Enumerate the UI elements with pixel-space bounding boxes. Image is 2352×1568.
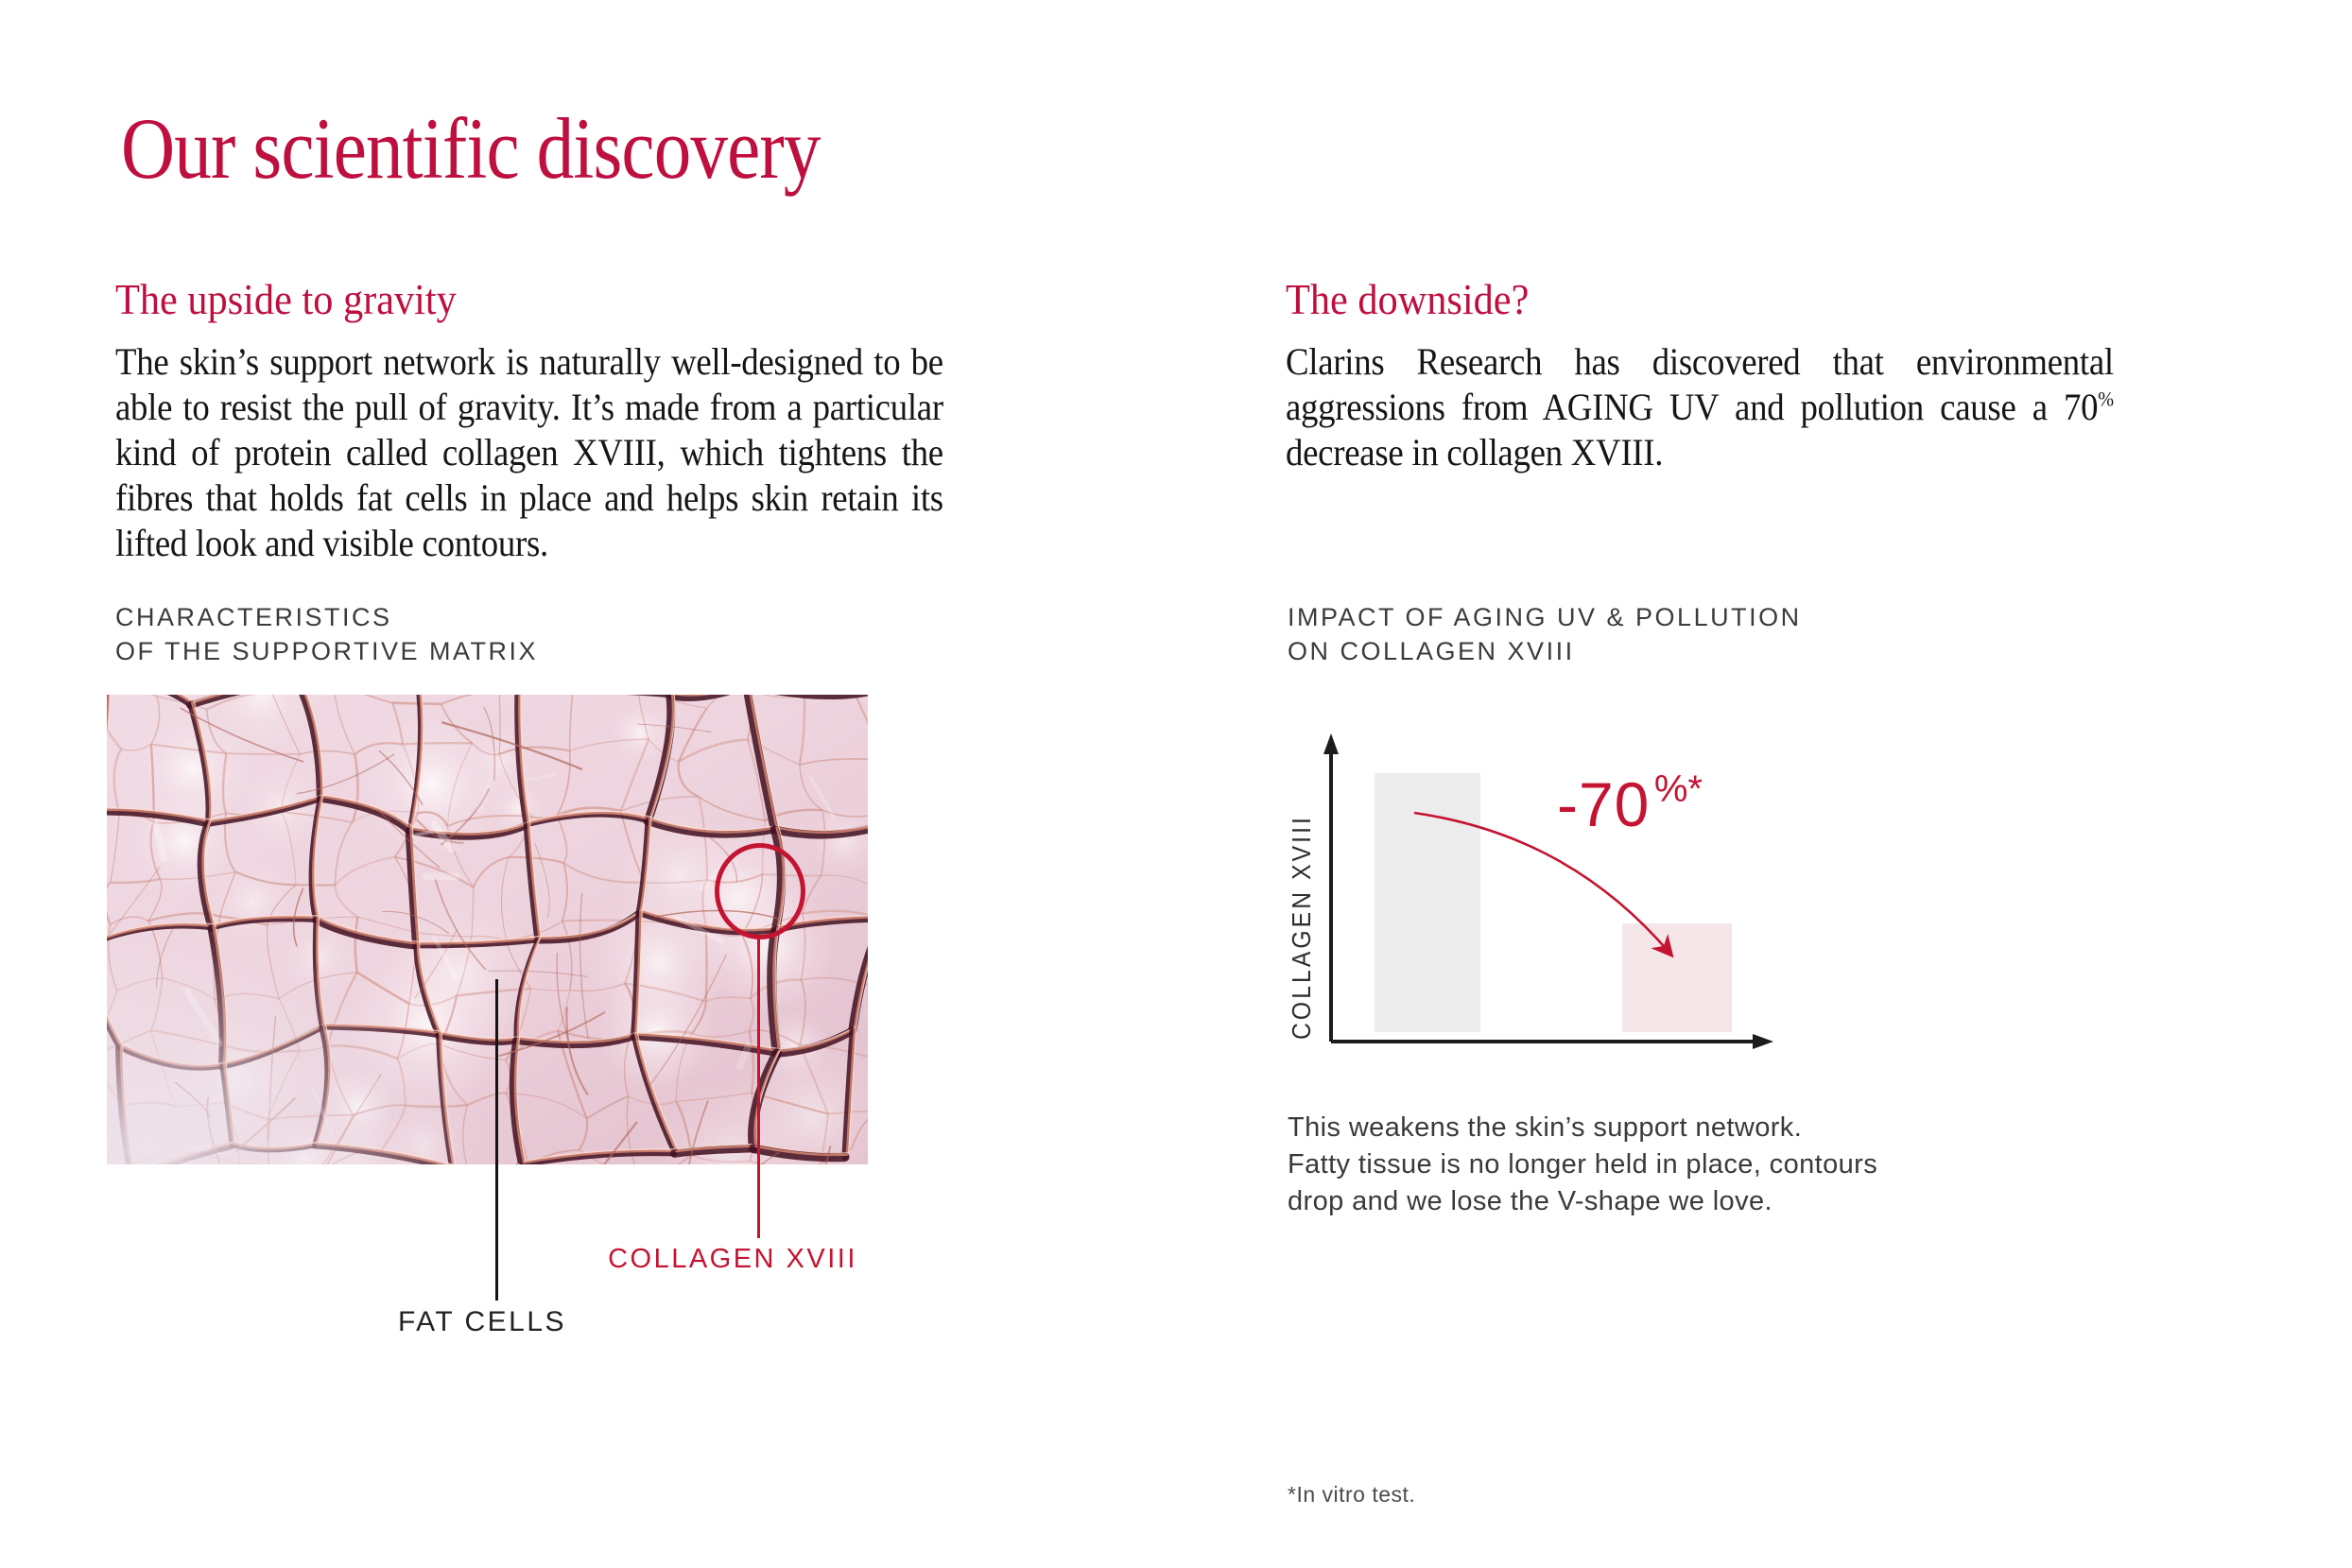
impact-figure-label-line2: ON COLLAGEN XVIII — [1288, 637, 1575, 665]
matrix-figure-label-line2: OF THE SUPPORTIVE MATRIX — [115, 637, 539, 665]
matrix-figure-label-line1: CHARACTERISTICS — [115, 603, 392, 631]
y-axis-label: COLLAGEN XVIII — [1287, 784, 1316, 1040]
collagen-callout-line — [757, 938, 760, 1238]
collagen-label: COLLAGEN XVIII — [608, 1244, 857, 1274]
y-axis-arrow-icon — [1323, 733, 1339, 754]
footnote: *In vitro test. — [1288, 1482, 1416, 1507]
percent-superscript: % — [2098, 387, 2114, 411]
page-title: Our scientific discovery — [121, 100, 821, 197]
fat-cells-callout-line — [495, 979, 498, 1301]
downside-body-part1: Clarins Research has discovered that environmental aggressions from AGING UV and pollution cause a 70 — [1286, 340, 2114, 428]
chart-caption-line1: This weakens the skin’s support network. — [1288, 1112, 1803, 1143]
bar-before — [1375, 773, 1480, 1032]
x-axis-arrow-icon — [1753, 1034, 1773, 1049]
chart-caption — [1288, 1110, 1877, 1220]
collagen-impact-chart-svg — [1257, 728, 1787, 1054]
matrix-figure-label — [115, 600, 538, 668]
downside-body-part2: decrease in collagen XVIII. — [1286, 431, 1664, 474]
downside-body-paragraph — [1286, 339, 2114, 475]
delta-label-main: -70 — [1557, 769, 1651, 839]
upside-heading: The upside to gravity — [115, 275, 457, 323]
delta-label — [1557, 768, 1703, 839]
delta-label-sup: %* — [1653, 768, 1703, 810]
impact-figure-label-line1: IMPACT OF AGING UV & POLLUTION — [1288, 603, 1802, 631]
chart-caption-line3: drop and we lose the V-shape we love. — [1288, 1186, 1773, 1216]
bar-after — [1622, 923, 1732, 1032]
impact-figure-label — [1288, 600, 1802, 668]
column-downside — [1286, 274, 2114, 475]
column-upside — [115, 274, 943, 566]
upside-body-paragraph: The skin’s support network is naturally well-designed to be able to resist the pull of gravity. It’s made from a particular kind of protein called collagen XVIII, which tightens the fibres that holds fat cells in place and helps skin retain its lifted look and visible contours. — [115, 340, 943, 564]
chart-caption-line2: Fatty tissue is no longer held in place, contours — [1288, 1149, 1878, 1180]
downside-heading: The downside? — [1286, 275, 1530, 323]
fat-cells-label: FAT CELLS — [397, 1306, 567, 1337]
collagen-circle-marker — [715, 843, 805, 939]
collagen-impact-chart — [1257, 728, 1787, 1054]
